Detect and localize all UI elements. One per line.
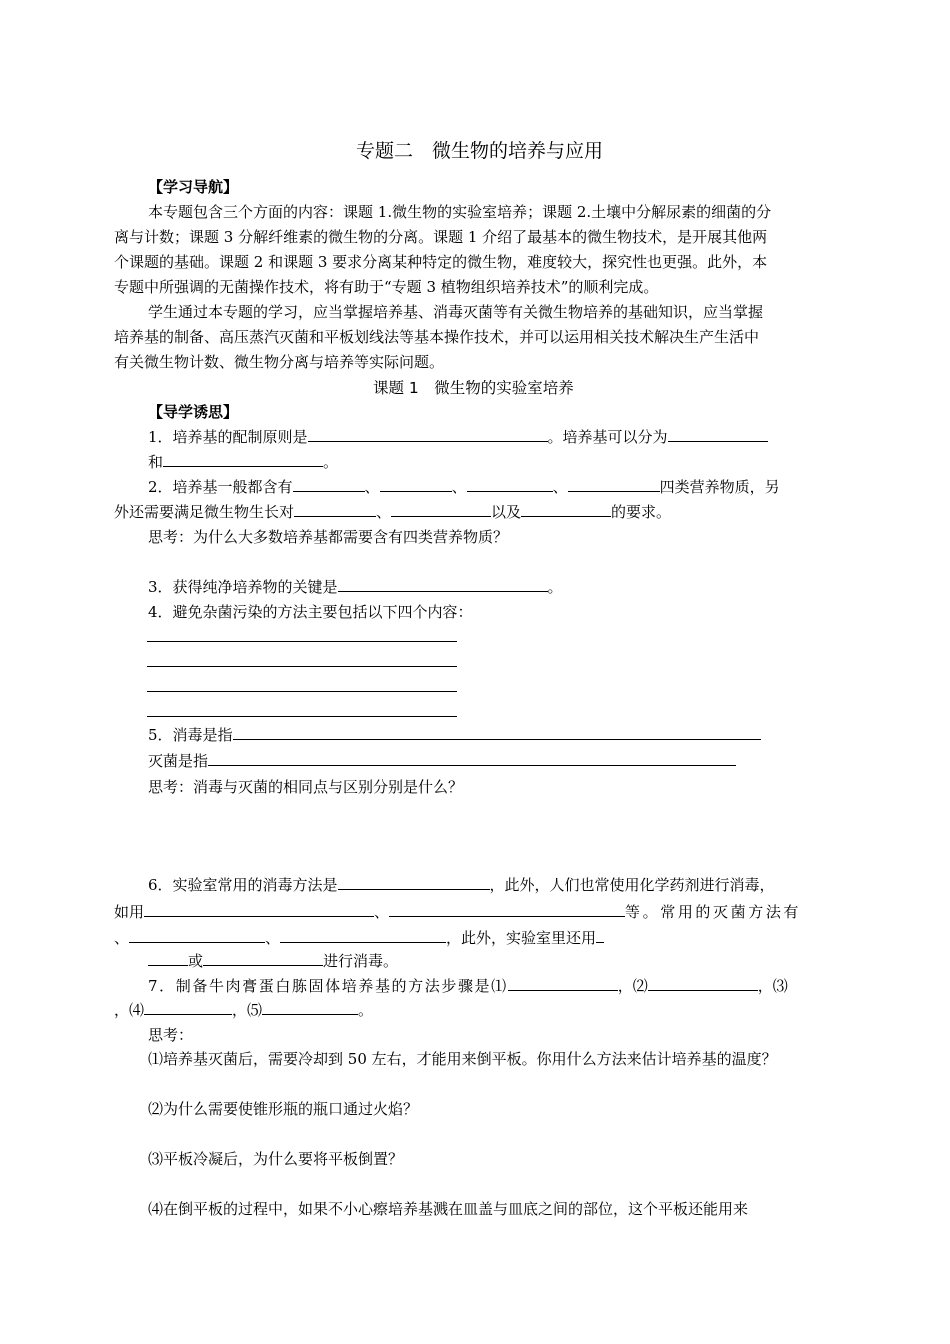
q6-text-c: 如用 bbox=[114, 903, 145, 921]
q5-line-1 bbox=[148, 724, 761, 746]
q6-line-4 bbox=[148, 950, 398, 972]
q2-text-b: 四类营养物质，另 bbox=[659, 478, 780, 496]
q7-blank-4[interactable] bbox=[144, 999, 232, 1015]
q7-blank-2[interactable] bbox=[648, 975, 758, 991]
intro-line-5: 学生通过本专题的学习，应当掌握培养基、消毒灭菌等有关微生物培养的基础知识，应当掌握 bbox=[148, 303, 764, 321]
q2-sep-1: 、 bbox=[364, 478, 380, 496]
q6-blank-1[interactable] bbox=[338, 874, 490, 890]
intro-line-4: 专题中所强调的无菌操作技术，将有助于“专题 3 植物组织培养技术”的顺利完成。 bbox=[114, 278, 659, 296]
q2-blank-6[interactable] bbox=[391, 501, 491, 517]
q4-answer-line-2[interactable] bbox=[147, 666, 457, 667]
q6-line-3 bbox=[114, 927, 604, 949]
q2-blank-5[interactable] bbox=[294, 501, 376, 517]
q2-line-1 bbox=[148, 476, 780, 498]
q2-blank-4[interactable] bbox=[568, 476, 660, 492]
intro-line-2: 离与计数；课题 3 分解纤维素的微生物的分离。课题 1 介绍了最基本的微生物技术，是开展其他两 bbox=[114, 228, 768, 246]
think-1: 思考：为什么大多数培养基都需要含有四类营养物质？ bbox=[148, 528, 509, 546]
q1-blank-1[interactable] bbox=[308, 426, 548, 442]
q4-answer-line-1[interactable] bbox=[147, 641, 457, 642]
q5-blank-1[interactable] bbox=[233, 724, 761, 740]
q6-text-d: 等。常用的灭菌方法有 bbox=[625, 903, 802, 921]
q5-text-a: 5．消毒是指 bbox=[148, 726, 233, 744]
q2-blank-2[interactable] bbox=[380, 476, 452, 492]
q6-text-b: ，此外，人们也常使用化学药剂进行消毒， bbox=[489, 876, 775, 894]
q6-blank-3[interactable] bbox=[389, 901, 625, 917]
q7-text-b: ，⑵ bbox=[617, 977, 648, 995]
q6-text-f: ，此外，实验室里还用 bbox=[446, 929, 597, 947]
q7-text-a: 7．制备牛肉膏蛋白胨固体培养基的方法步骤是⑴ bbox=[148, 977, 508, 995]
q3-text-a: 3．获得纯净培养物的关键是 bbox=[148, 578, 338, 596]
q6-text-h: 进行消毒。 bbox=[323, 952, 399, 970]
q1-line-2 bbox=[148, 451, 338, 473]
q2-sep-3: 、 bbox=[552, 478, 568, 496]
q3-line bbox=[148, 576, 563, 598]
guide-heading: 【导学诱思】 bbox=[148, 403, 239, 421]
page-title: 专题二 微生物的培养与应用 bbox=[356, 140, 604, 162]
think-2: 思考：消毒与灭菌的相同点与区别分别是什么？ bbox=[148, 778, 464, 796]
q6-text-e: 、 bbox=[114, 929, 130, 947]
q6-sep-1: 、 bbox=[374, 903, 390, 921]
q6-blank-6a[interactable] bbox=[596, 927, 604, 943]
q1-text-a: 1．培养基的配制原则是 bbox=[148, 428, 308, 446]
q2-blank-3[interactable] bbox=[467, 476, 553, 492]
q4-answer-line-3[interactable] bbox=[147, 691, 457, 692]
q1-text-c: 和 bbox=[148, 453, 164, 471]
q7-blank-1[interactable] bbox=[508, 975, 618, 991]
q6-blank-6[interactable] bbox=[148, 950, 188, 966]
q1-line-1 bbox=[148, 426, 768, 448]
q2-blank-1[interactable] bbox=[293, 476, 365, 492]
q3-blank[interactable] bbox=[338, 576, 548, 592]
q6-sep-2: 、 bbox=[265, 929, 281, 947]
think-3-item-4: ⑷在倒平板的过程中，如果不小心瘵培养基溅在皿盖与皿底之间的部位，这个平板还能用来 bbox=[148, 1200, 749, 1218]
q2-text-e: 的要求。 bbox=[611, 503, 672, 521]
think-3-item-2: ⑵为什么需要使锥形瓶的瓶口通过火焰？ bbox=[148, 1100, 419, 1118]
think-3-item-1: ⑴培养基灭菌后，需要冷却到 50 左右，才能用来倒平板。你用什么方法来估计培养基的温度？ bbox=[148, 1050, 777, 1068]
q6-blank-4[interactable] bbox=[129, 927, 265, 943]
q6-text-a: 6．实验室常用的消毒方法是 bbox=[148, 876, 338, 894]
q5-text-b: 灭菌是指 bbox=[148, 752, 209, 770]
q6-blank-7[interactable] bbox=[203, 950, 323, 966]
intro-line-6: 培养基的制备、高压蒸汽灭菌和平板划线法等基本操作技术，并可以运用相关技术解决生产生活中 bbox=[114, 328, 760, 346]
q2-sep-4: 、 bbox=[376, 503, 392, 521]
q7-line-2 bbox=[114, 999, 373, 1021]
q1-text-d: 。 bbox=[323, 453, 339, 471]
q4-answer-line-4[interactable] bbox=[147, 716, 457, 717]
q2-blank-7[interactable] bbox=[521, 501, 611, 517]
q6-blank-2[interactable] bbox=[144, 901, 374, 917]
q7-text-d: ，⑷ bbox=[114, 1001, 145, 1019]
q3-text-b: 。 bbox=[547, 578, 563, 596]
q7-text-e: ，⑸ bbox=[232, 1001, 263, 1019]
q6-blank-5[interactable] bbox=[280, 927, 446, 943]
intro-line-3: 个课题的基础。课题 2 和课题 3 要求分离某种特定的微生物，难度较大，探究性也更强。此外，本 bbox=[114, 253, 768, 271]
q7-blank-5[interactable] bbox=[262, 999, 358, 1015]
q1-blank-3[interactable] bbox=[163, 451, 323, 467]
think-3-item-3: ⑶平板冷凝后，为什么要将平板倒置？ bbox=[148, 1150, 404, 1168]
nav-heading: 【学习导航】 bbox=[148, 178, 239, 196]
q5-blank-2[interactable] bbox=[208, 750, 736, 766]
q2-text-a: 2．培养基一般都含有 bbox=[148, 478, 293, 496]
q6-line-2 bbox=[114, 901, 801, 923]
q6-text-g: 或 bbox=[188, 952, 204, 970]
q4-line: 4．避免杂菌污染的方法主要包括以下四个内容： bbox=[148, 603, 473, 621]
think-3: 思考： bbox=[148, 1026, 194, 1044]
q7-line-1 bbox=[148, 975, 788, 997]
lesson-title: 课题 1 微生物的实验室培养 bbox=[373, 379, 574, 397]
q7-text-c: ，⑶ bbox=[757, 977, 788, 995]
q2-text-d: 以及 bbox=[491, 503, 522, 521]
q2-text-c: 外还需要满足微生物生长对 bbox=[114, 503, 295, 521]
q2-sep-2: 、 bbox=[451, 478, 467, 496]
intro-line-7: 有关微生物计数、微生物分离与培养等实际问题。 bbox=[114, 353, 445, 371]
intro-line-1: 本专题包含三个方面的内容：课题 1.微生物的实验室培养；课题 2.土壤中分解尿素的细菌的分 bbox=[148, 203, 772, 221]
q1-text-b: 。培养基可以分为 bbox=[547, 428, 668, 446]
q6-line-1 bbox=[148, 874, 775, 896]
q1-blank-2[interactable] bbox=[668, 426, 768, 442]
q5-line-2 bbox=[148, 750, 736, 772]
q2-line-2 bbox=[114, 501, 671, 523]
q7-text-f: 。 bbox=[358, 1001, 374, 1019]
